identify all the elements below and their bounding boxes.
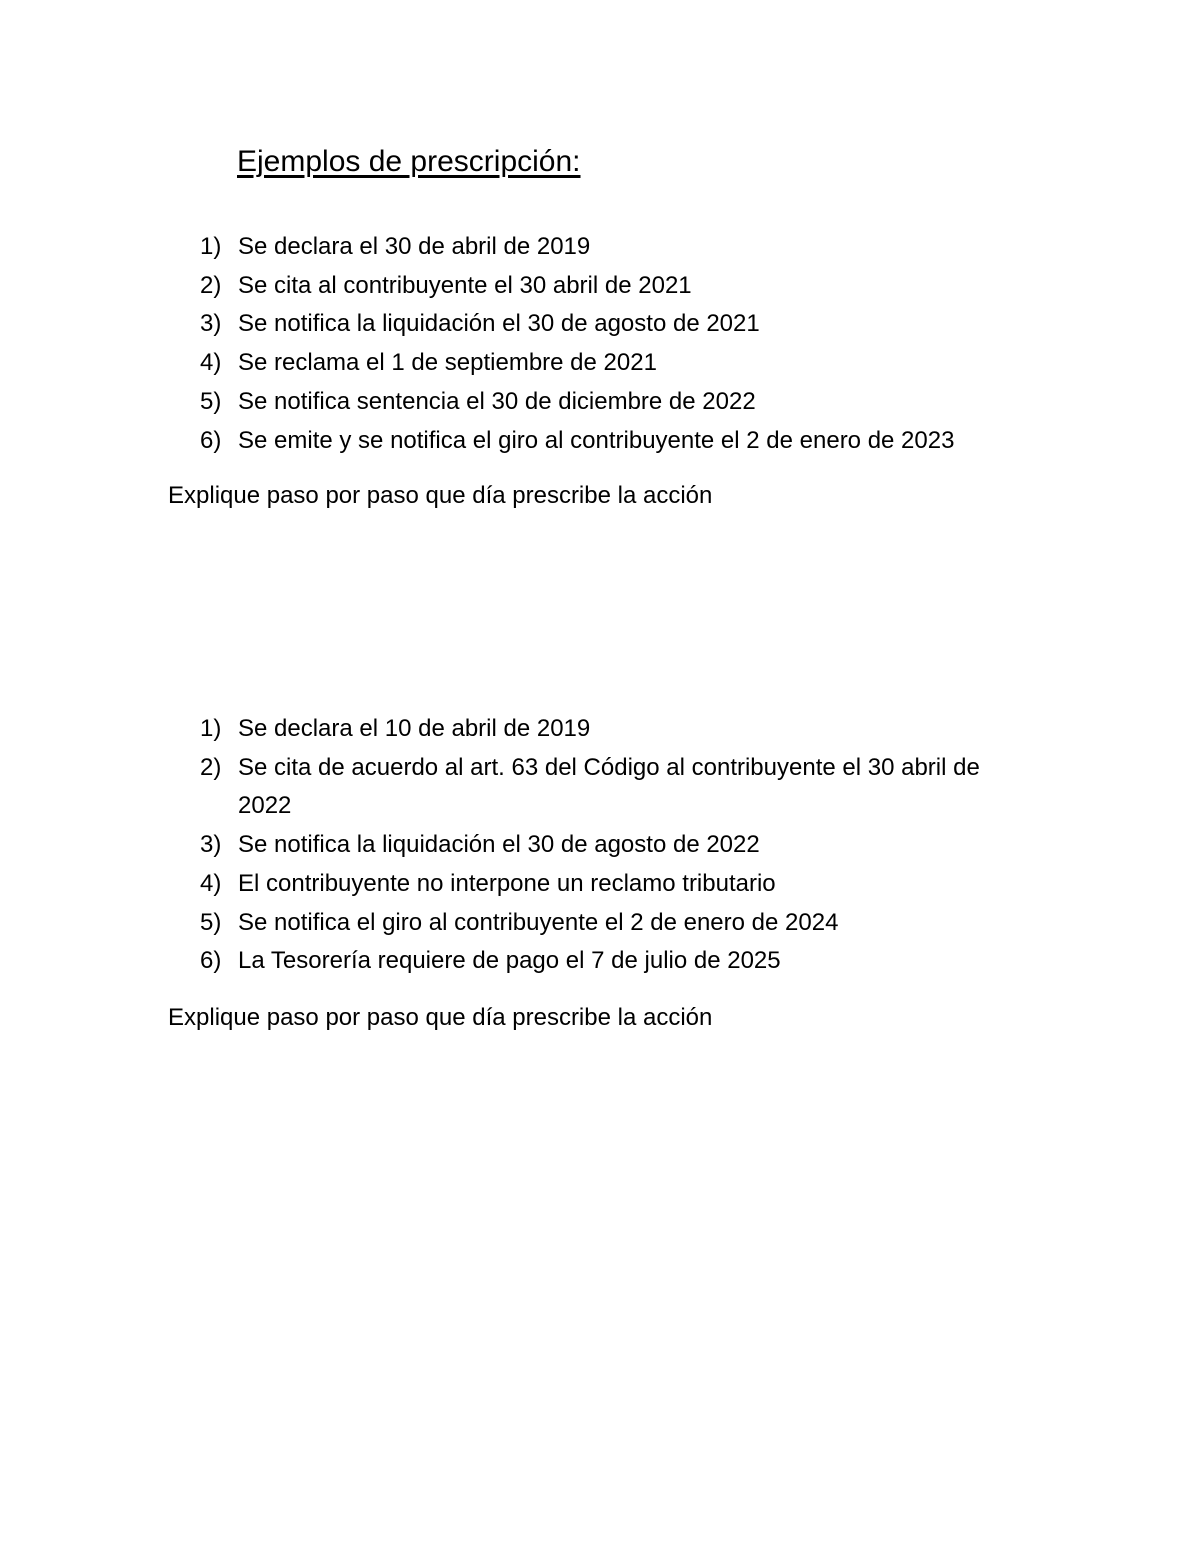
list-item-number: 6) xyxy=(200,947,222,975)
list-item-number: 6) xyxy=(200,426,222,454)
list-item-text: La Tesorería requiere de pago el 7 de julio de 2025 xyxy=(238,947,781,975)
list-item-text: Se declara el 10 de abril de 2019 xyxy=(238,715,591,742)
list-item-number: 5) xyxy=(200,908,222,936)
list-item xyxy=(0,904,1028,943)
list-item-number: 2) xyxy=(200,753,222,781)
list-item-number: 4) xyxy=(200,869,222,897)
list-item xyxy=(0,942,1028,981)
list-item-number: 3) xyxy=(200,831,222,859)
list-item-text: Se emite y se notifica el giro al contribuyente el 2 de enero de 2023 xyxy=(238,426,955,454)
list-item xyxy=(0,267,1028,306)
example-1-question: Explique paso por paso que día prescribe la acción xyxy=(168,482,713,509)
list-item-text: Se notifica la liquidación el 30 de agosto de 2022 xyxy=(238,831,760,859)
list-item-number: 2) xyxy=(200,271,222,299)
list-item-text: Se notifica la liquidación el 30 de agosto de 2021 xyxy=(238,310,760,338)
list-item-text: Se cita de acuerdo al art. 63 del Código al contribuyente el 30 abril de 2022 xyxy=(238,753,980,820)
list-item-text: Se cita al contribuyente el 30 abril de 2021 xyxy=(238,271,692,299)
example-1-list xyxy=(0,228,1028,460)
list-item-number: 1) xyxy=(200,715,222,742)
list-item-number: 3) xyxy=(200,310,222,338)
list-item xyxy=(0,865,1028,904)
list-item-number: 4) xyxy=(200,349,222,377)
list-item xyxy=(0,344,1028,383)
list-item xyxy=(0,305,1028,344)
example-2-list xyxy=(0,710,1028,981)
example-2-question: Explique paso por paso que día prescribe la acción xyxy=(168,1004,713,1031)
list-item-text: El contribuyente no interpone un reclamo tributario xyxy=(238,869,776,897)
list-item xyxy=(0,710,1028,749)
list-item-text: Se reclama el 1 de septiembre de 2021 xyxy=(238,349,657,377)
list-item-number: 1) xyxy=(200,233,222,260)
list-item-text: Se notifica sentencia el 30 de diciembre de 2022 xyxy=(238,387,756,415)
list-item xyxy=(0,749,1028,826)
list-item-text: Se declara el 30 de abril de 2019 xyxy=(238,233,591,260)
list-item xyxy=(0,422,1028,461)
list-item-text: Se notifica el giro al contribuyente el 2 de enero de 2024 xyxy=(238,908,839,936)
list-item xyxy=(0,228,1028,267)
list-item xyxy=(0,383,1028,422)
list-item-number: 5) xyxy=(200,387,222,415)
list-item xyxy=(0,826,1028,865)
page-title: Ejemplos de prescripción: xyxy=(237,145,581,178)
